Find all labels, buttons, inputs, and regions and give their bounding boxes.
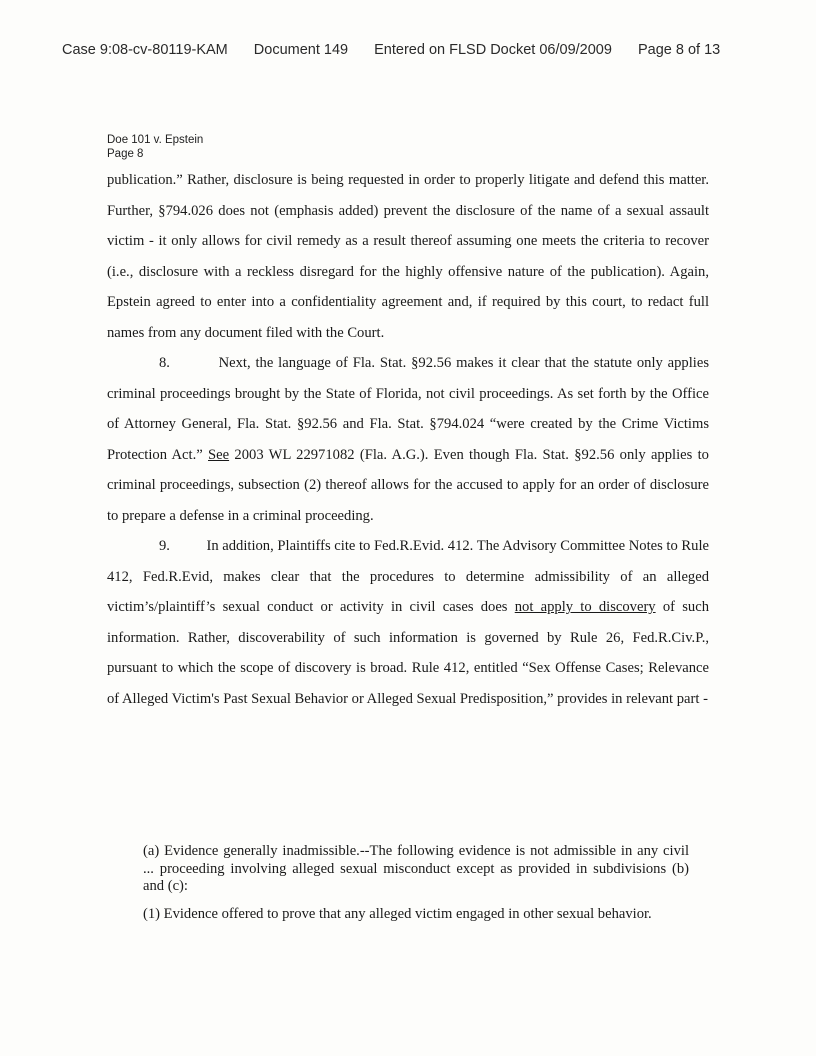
- paragraph-8: [107, 348, 709, 531]
- paragraph-continued: [107, 165, 709, 348]
- block-quote: [143, 843, 689, 933]
- page-count: Page 8 of 13: [637, 42, 721, 58]
- quote-subsection-a: (a) Evidence generally inadmissible.--The following evidence is not admissible in any civil ... proceeding involving alleged sexual misconduct except as provided in subdivisions (b) and (c):: [143, 843, 689, 894]
- paragraph-text: 2003 WL 22971082 (Fla. A.G.). Even though Fla. Stat. §92.56 only applies to criminal proceedings, subsection (2) thereof allows for the accused to apply for an order of disclosure to prepare a defense in a criminal proceeding.: [107, 446, 709, 524]
- paragraph-text: 9. In addition, Plaintiffs cite to Fed.R.Evid. 412. The Advisory Committee Notes to Rule 412, Fed.R.Evid, makes clear that the procedures to determine admissibility of an alleged victim’s/plaintiff’s sexual conduct or activity in civil cases does: [107, 538, 709, 615]
- paragraph-text: 8. Next, the language of Fla. Stat. §92.56 makes it clear that the statute only applies criminal proceedings brought by the State of Florida, not civil proceedings. As set forth by the Office of Attorney General, Fla. Stat. §92.56 and Fla. Stat. §794.024 “were created by the Crime Victims Protection Act.”: [107, 355, 709, 463]
- underlined-emphasis: not apply to discovery: [514, 599, 656, 615]
- paragraph-text: of such information. Rather, discoverability of such information is governed by Rule 26, Fed.R.Civ.P., pursuant to which the scope of discovery is broad. Rule 412, entitled “Sex Offense Cases; Relevance of Alleged Victim's Past Sexual Behavior or Alleged Sexual Predisposition,” provides in relevant part -: [107, 599, 709, 707]
- paragraph-text: publication.” Rather, disclosure is being requested in order to properly litigate and defend this matter. Further, §794.026 does not (emphasis added) prevent the disclosure of the name of a sexual assault victim - it only allows for civil remedy as a result thereof assuming one meets the criteria to recover (i.e., disclosure with a reckless disregard for the highly offensive nature of the publication). Again, Epstein agreed to enter into a confidentiality agreement and, if required by this court, to redact full names from any document filed with the Court.: [107, 172, 709, 341]
- caption-page: Page 8: [107, 148, 144, 160]
- quote-item-1: (1) Evidence offered to prove that any alleged victim engaged in other sexual behavior.: [143, 905, 652, 922]
- caption-title: Doe 101 v. Epstein: [107, 134, 204, 146]
- document-body: [107, 165, 709, 714]
- underlined-citation-signal: See: [208, 446, 230, 463]
- running-caption: [107, 133, 203, 161]
- docket-header: [62, 42, 762, 58]
- case-number: Case 9:08-cv-80119-KAM: [62, 42, 228, 58]
- paragraph-9: [107, 531, 709, 714]
- document-number: Document 149: [253, 42, 349, 58]
- docket-entry: Entered on FLSD Docket 06/09/2009: [374, 42, 612, 58]
